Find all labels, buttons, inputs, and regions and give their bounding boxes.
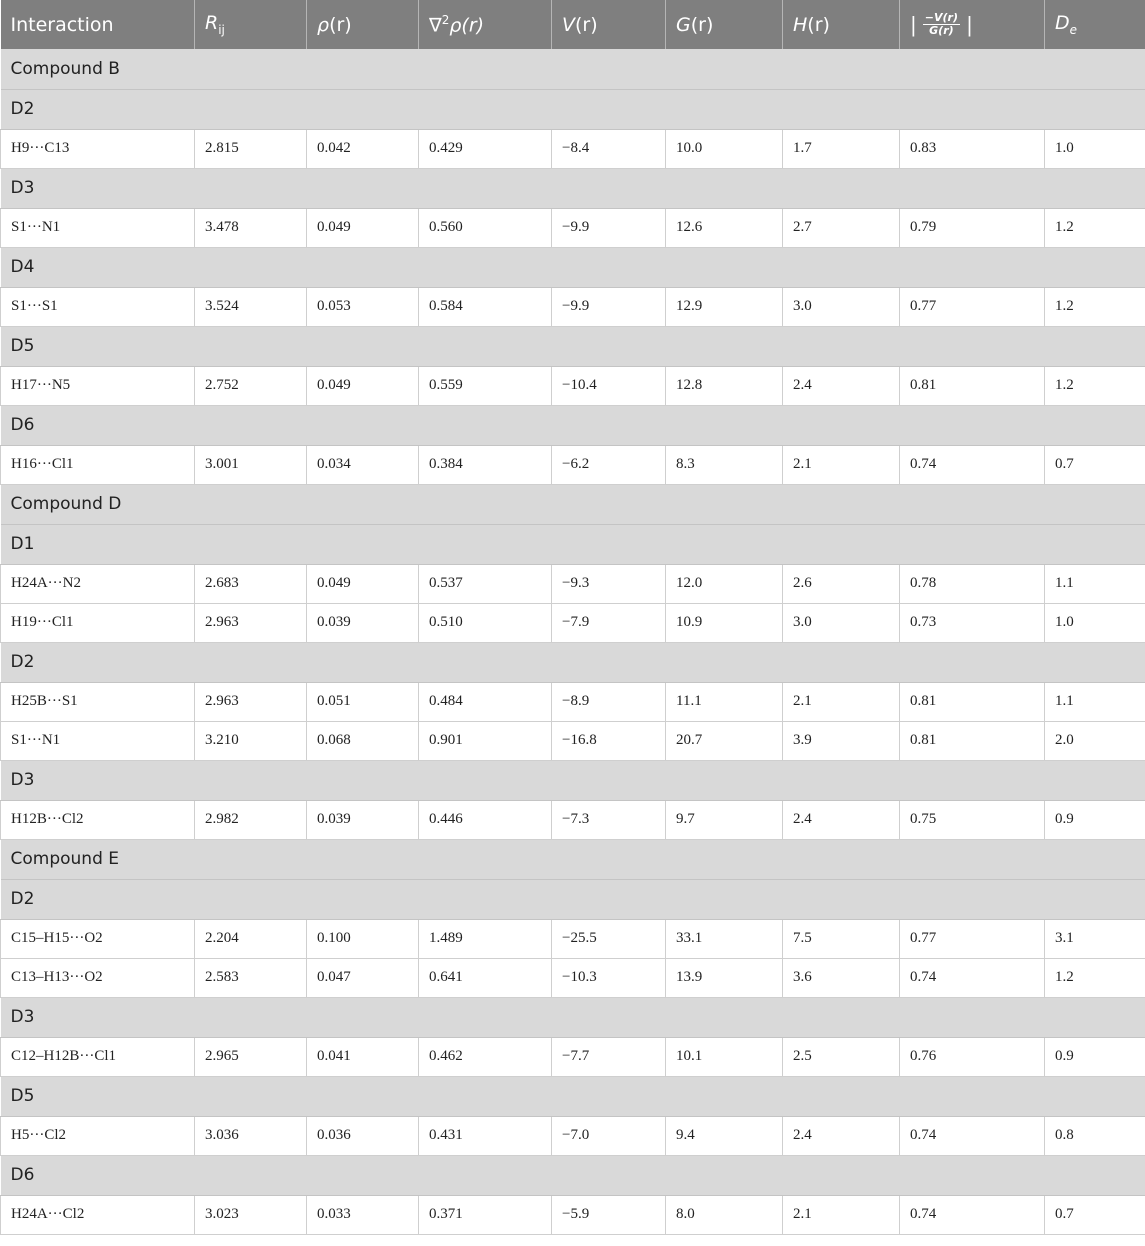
group-row [1, 839, 1145, 879]
group-row [1, 484, 1145, 524]
table-cell: 1.2 [1045, 287, 1145, 326]
table-row [1, 1037, 1145, 1076]
table-cell: 3.036 [195, 1116, 307, 1155]
table-cell: S1···N1 [1, 721, 195, 760]
table-cell: 0.049 [307, 208, 419, 247]
table-cell: 3.0 [783, 603, 900, 642]
table-cell: 0.73 [900, 603, 1045, 642]
table-cell: 3.023 [195, 1195, 307, 1234]
table-cell: 1.0 [1045, 603, 1145, 642]
group-label: D6 [1, 405, 1145, 445]
table-cell: 0.81 [900, 721, 1045, 760]
group-row [1, 1155, 1145, 1195]
table-cell: H16···Cl1 [1, 445, 195, 484]
header-laplacian: ∇$^2$ρ(r) [419, 0, 552, 49]
table-cell: 0.039 [307, 603, 419, 642]
header-rij: $R_{ij}$ [195, 0, 307, 49]
table-cell: 2.5 [783, 1037, 900, 1076]
table-cell: 2.963 [195, 682, 307, 721]
table-cell: 2.982 [195, 800, 307, 839]
table-cell: 2.583 [195, 958, 307, 997]
group-label: Compound B [1, 49, 1145, 89]
table-cell: 2.4 [783, 800, 900, 839]
table-row [1, 366, 1145, 405]
table-cell: 0.560 [419, 208, 552, 247]
table-cell: 1.2 [1045, 958, 1145, 997]
table-cell: 2.965 [195, 1037, 307, 1076]
table-cell: 2.1 [783, 1195, 900, 1234]
table-cell: C15–H15···O2 [1, 919, 195, 958]
group-label: Compound E [1, 839, 1145, 879]
table-cell: 0.7 [1045, 1195, 1145, 1234]
table-cell: 2.4 [783, 366, 900, 405]
table-cell: 1.2 [1045, 366, 1145, 405]
table-cell: H12B···Cl2 [1, 800, 195, 839]
table-cell: −9.3 [552, 564, 666, 603]
group-label: D3 [1, 760, 1145, 800]
table-row [1, 919, 1145, 958]
header-de: $D_e$ [1045, 0, 1145, 49]
table-row [1, 958, 1145, 997]
table-cell: −7.7 [552, 1037, 666, 1076]
group-label: D3 [1, 168, 1145, 208]
table-cell: 0.901 [419, 721, 552, 760]
table-cell: 1.489 [419, 919, 552, 958]
table-row [1, 287, 1145, 326]
table-cell: 13.9 [666, 958, 783, 997]
group-label: D5 [1, 326, 1145, 366]
table-cell: 0.484 [419, 682, 552, 721]
group-label: Compound D [1, 484, 1145, 524]
table-cell: 0.81 [900, 366, 1045, 405]
table-cell: 0.047 [307, 958, 419, 997]
group-label: D5 [1, 1076, 1145, 1116]
table-cell: 0.100 [307, 919, 419, 958]
table-cell: 0.584 [419, 287, 552, 326]
table-row [1, 682, 1145, 721]
table-cell: 2.683 [195, 564, 307, 603]
header-rho: ρ(r) [307, 0, 419, 49]
table-cell: S1···N1 [1, 208, 195, 247]
table-cell: 3.1 [1045, 919, 1145, 958]
group-row [1, 879, 1145, 919]
table-cell: H24A···Cl2 [1, 1195, 195, 1234]
table-cell: 0.74 [900, 445, 1045, 484]
table-row [1, 208, 1145, 247]
table-cell: 0.74 [900, 958, 1045, 997]
table-body [1, 49, 1145, 1234]
table-cell: 0.537 [419, 564, 552, 603]
header-ratio: | $\frac{-V(r)}{G(r)}$ | [900, 0, 1045, 49]
table-cell: 2.1 [783, 445, 900, 484]
table-cell: 2.815 [195, 129, 307, 168]
table-cell: 0.034 [307, 445, 419, 484]
group-row [1, 49, 1145, 89]
table-cell: 8.3 [666, 445, 783, 484]
table-row [1, 445, 1145, 484]
table-row [1, 1116, 1145, 1155]
table-cell: 0.049 [307, 564, 419, 603]
table-cell: −7.0 [552, 1116, 666, 1155]
table-cell: 10.9 [666, 603, 783, 642]
table-cell: 8.0 [666, 1195, 783, 1234]
table-cell: 0.81 [900, 682, 1045, 721]
table-cell: 2.1 [783, 682, 900, 721]
table-cell: 2.752 [195, 366, 307, 405]
table-cell: 3.9 [783, 721, 900, 760]
table-row [1, 721, 1145, 760]
table-cell: 2.4 [783, 1116, 900, 1155]
table-cell: 0.77 [900, 287, 1045, 326]
table-cell: 0.77 [900, 919, 1045, 958]
table-cell: 0.041 [307, 1037, 419, 1076]
table-cell: −16.8 [552, 721, 666, 760]
group-row [1, 642, 1145, 682]
table-cell: 0.7 [1045, 445, 1145, 484]
table-cell: 0.049 [307, 366, 419, 405]
table-cell: 0.79 [900, 208, 1045, 247]
table-cell: 0.9 [1045, 1037, 1145, 1076]
table-cell: H24A···N2 [1, 564, 195, 603]
table-cell: −7.9 [552, 603, 666, 642]
group-row [1, 89, 1145, 129]
table-header-row [1, 0, 1145, 49]
table-cell: 0.371 [419, 1195, 552, 1234]
table-cell: 3.001 [195, 445, 307, 484]
group-label: D1 [1, 524, 1145, 564]
table-cell: 0.8 [1045, 1116, 1145, 1155]
group-label: D4 [1, 247, 1145, 287]
group-row [1, 168, 1145, 208]
table-cell: 3.478 [195, 208, 307, 247]
table-cell: 10.1 [666, 1037, 783, 1076]
table-cell: 0.431 [419, 1116, 552, 1155]
table-cell: 3.0 [783, 287, 900, 326]
group-row [1, 760, 1145, 800]
table-cell: H5···Cl2 [1, 1116, 195, 1155]
table-cell: 0.462 [419, 1037, 552, 1076]
table-cell: 2.204 [195, 919, 307, 958]
table-cell: 0.76 [900, 1037, 1045, 1076]
table-cell: H25B···S1 [1, 682, 195, 721]
table-cell: −5.9 [552, 1195, 666, 1234]
table-cell: 0.641 [419, 958, 552, 997]
group-label: D2 [1, 879, 1145, 919]
group-row [1, 1076, 1145, 1116]
table-cell: 1.0 [1045, 129, 1145, 168]
table-cell: H9···C13 [1, 129, 195, 168]
table-cell: 0.9 [1045, 800, 1145, 839]
table-cell: 0.068 [307, 721, 419, 760]
ratio-fraction: $\frac{-V(r)}{G(r)}$ [924, 11, 959, 37]
group-row [1, 997, 1145, 1037]
table-cell: S1···S1 [1, 287, 195, 326]
table-cell: 0.510 [419, 603, 552, 642]
table-cell: −9.9 [552, 287, 666, 326]
table-cell: −10.3 [552, 958, 666, 997]
header-h: H(r) [783, 0, 900, 49]
table-cell: 7.5 [783, 919, 900, 958]
table-cell: 2.0 [1045, 721, 1145, 760]
table-cell: −8.9 [552, 682, 666, 721]
table-cell: 12.8 [666, 366, 783, 405]
table-cell: H19···Cl1 [1, 603, 195, 642]
table-cell: −25.5 [552, 919, 666, 958]
group-row [1, 524, 1145, 564]
table-cell: 11.1 [666, 682, 783, 721]
table-row [1, 564, 1145, 603]
group-row [1, 247, 1145, 287]
table-cell: 0.74 [900, 1116, 1045, 1155]
table-cell: 0.75 [900, 800, 1045, 839]
group-label: D2 [1, 89, 1145, 129]
table-cell: 3.210 [195, 721, 307, 760]
group-label: D2 [1, 642, 1145, 682]
table-cell: 9.7 [666, 800, 783, 839]
table-cell: −8.4 [552, 129, 666, 168]
table-cell: C12–H12B···Cl1 [1, 1037, 195, 1076]
table-cell: 0.053 [307, 287, 419, 326]
table-cell: 0.036 [307, 1116, 419, 1155]
table-cell: 0.033 [307, 1195, 419, 1234]
table-cell: 0.559 [419, 366, 552, 405]
table-cell: 1.7 [783, 129, 900, 168]
table-cell: 3.524 [195, 287, 307, 326]
table-row [1, 1195, 1145, 1234]
table-cell: 9.4 [666, 1116, 783, 1155]
table-cell: 0.78 [900, 564, 1045, 603]
group-row [1, 405, 1145, 445]
table-cell: 1.1 [1045, 682, 1145, 721]
table-cell: 0.051 [307, 682, 419, 721]
header-interaction: Interaction [1, 0, 195, 49]
table-cell: 12.9 [666, 287, 783, 326]
table-cell: 20.7 [666, 721, 783, 760]
table-row [1, 129, 1145, 168]
group-label: D3 [1, 997, 1145, 1037]
table-cell: 1.2 [1045, 208, 1145, 247]
table-cell: 0.039 [307, 800, 419, 839]
group-row [1, 326, 1145, 366]
table-cell: 2.963 [195, 603, 307, 642]
table-cell: 0.446 [419, 800, 552, 839]
table-cell: 0.384 [419, 445, 552, 484]
table-cell: 2.7 [783, 208, 900, 247]
group-label: D6 [1, 1155, 1145, 1195]
table-cell: −9.9 [552, 208, 666, 247]
table-cell: 10.0 [666, 129, 783, 168]
table-cell: −7.3 [552, 800, 666, 839]
table-cell: 33.1 [666, 919, 783, 958]
header-g: G(r) [666, 0, 783, 49]
table-cell: C13–H13···O2 [1, 958, 195, 997]
table-cell: 12.6 [666, 208, 783, 247]
table-cell: −10.4 [552, 366, 666, 405]
table-row [1, 603, 1145, 642]
header-v: V(r) [552, 0, 666, 49]
table-cell: −6.2 [552, 445, 666, 484]
table-cell: 3.6 [783, 958, 900, 997]
table-cell: 2.6 [783, 564, 900, 603]
table-cell: H17···N5 [1, 366, 195, 405]
table-cell: 0.74 [900, 1195, 1045, 1234]
table-row [1, 800, 1145, 839]
table-cell: 0.042 [307, 129, 419, 168]
table-cell: 12.0 [666, 564, 783, 603]
table-cell: 0.429 [419, 129, 552, 168]
table-cell: 1.1 [1045, 564, 1145, 603]
table-cell: 0.83 [900, 129, 1045, 168]
